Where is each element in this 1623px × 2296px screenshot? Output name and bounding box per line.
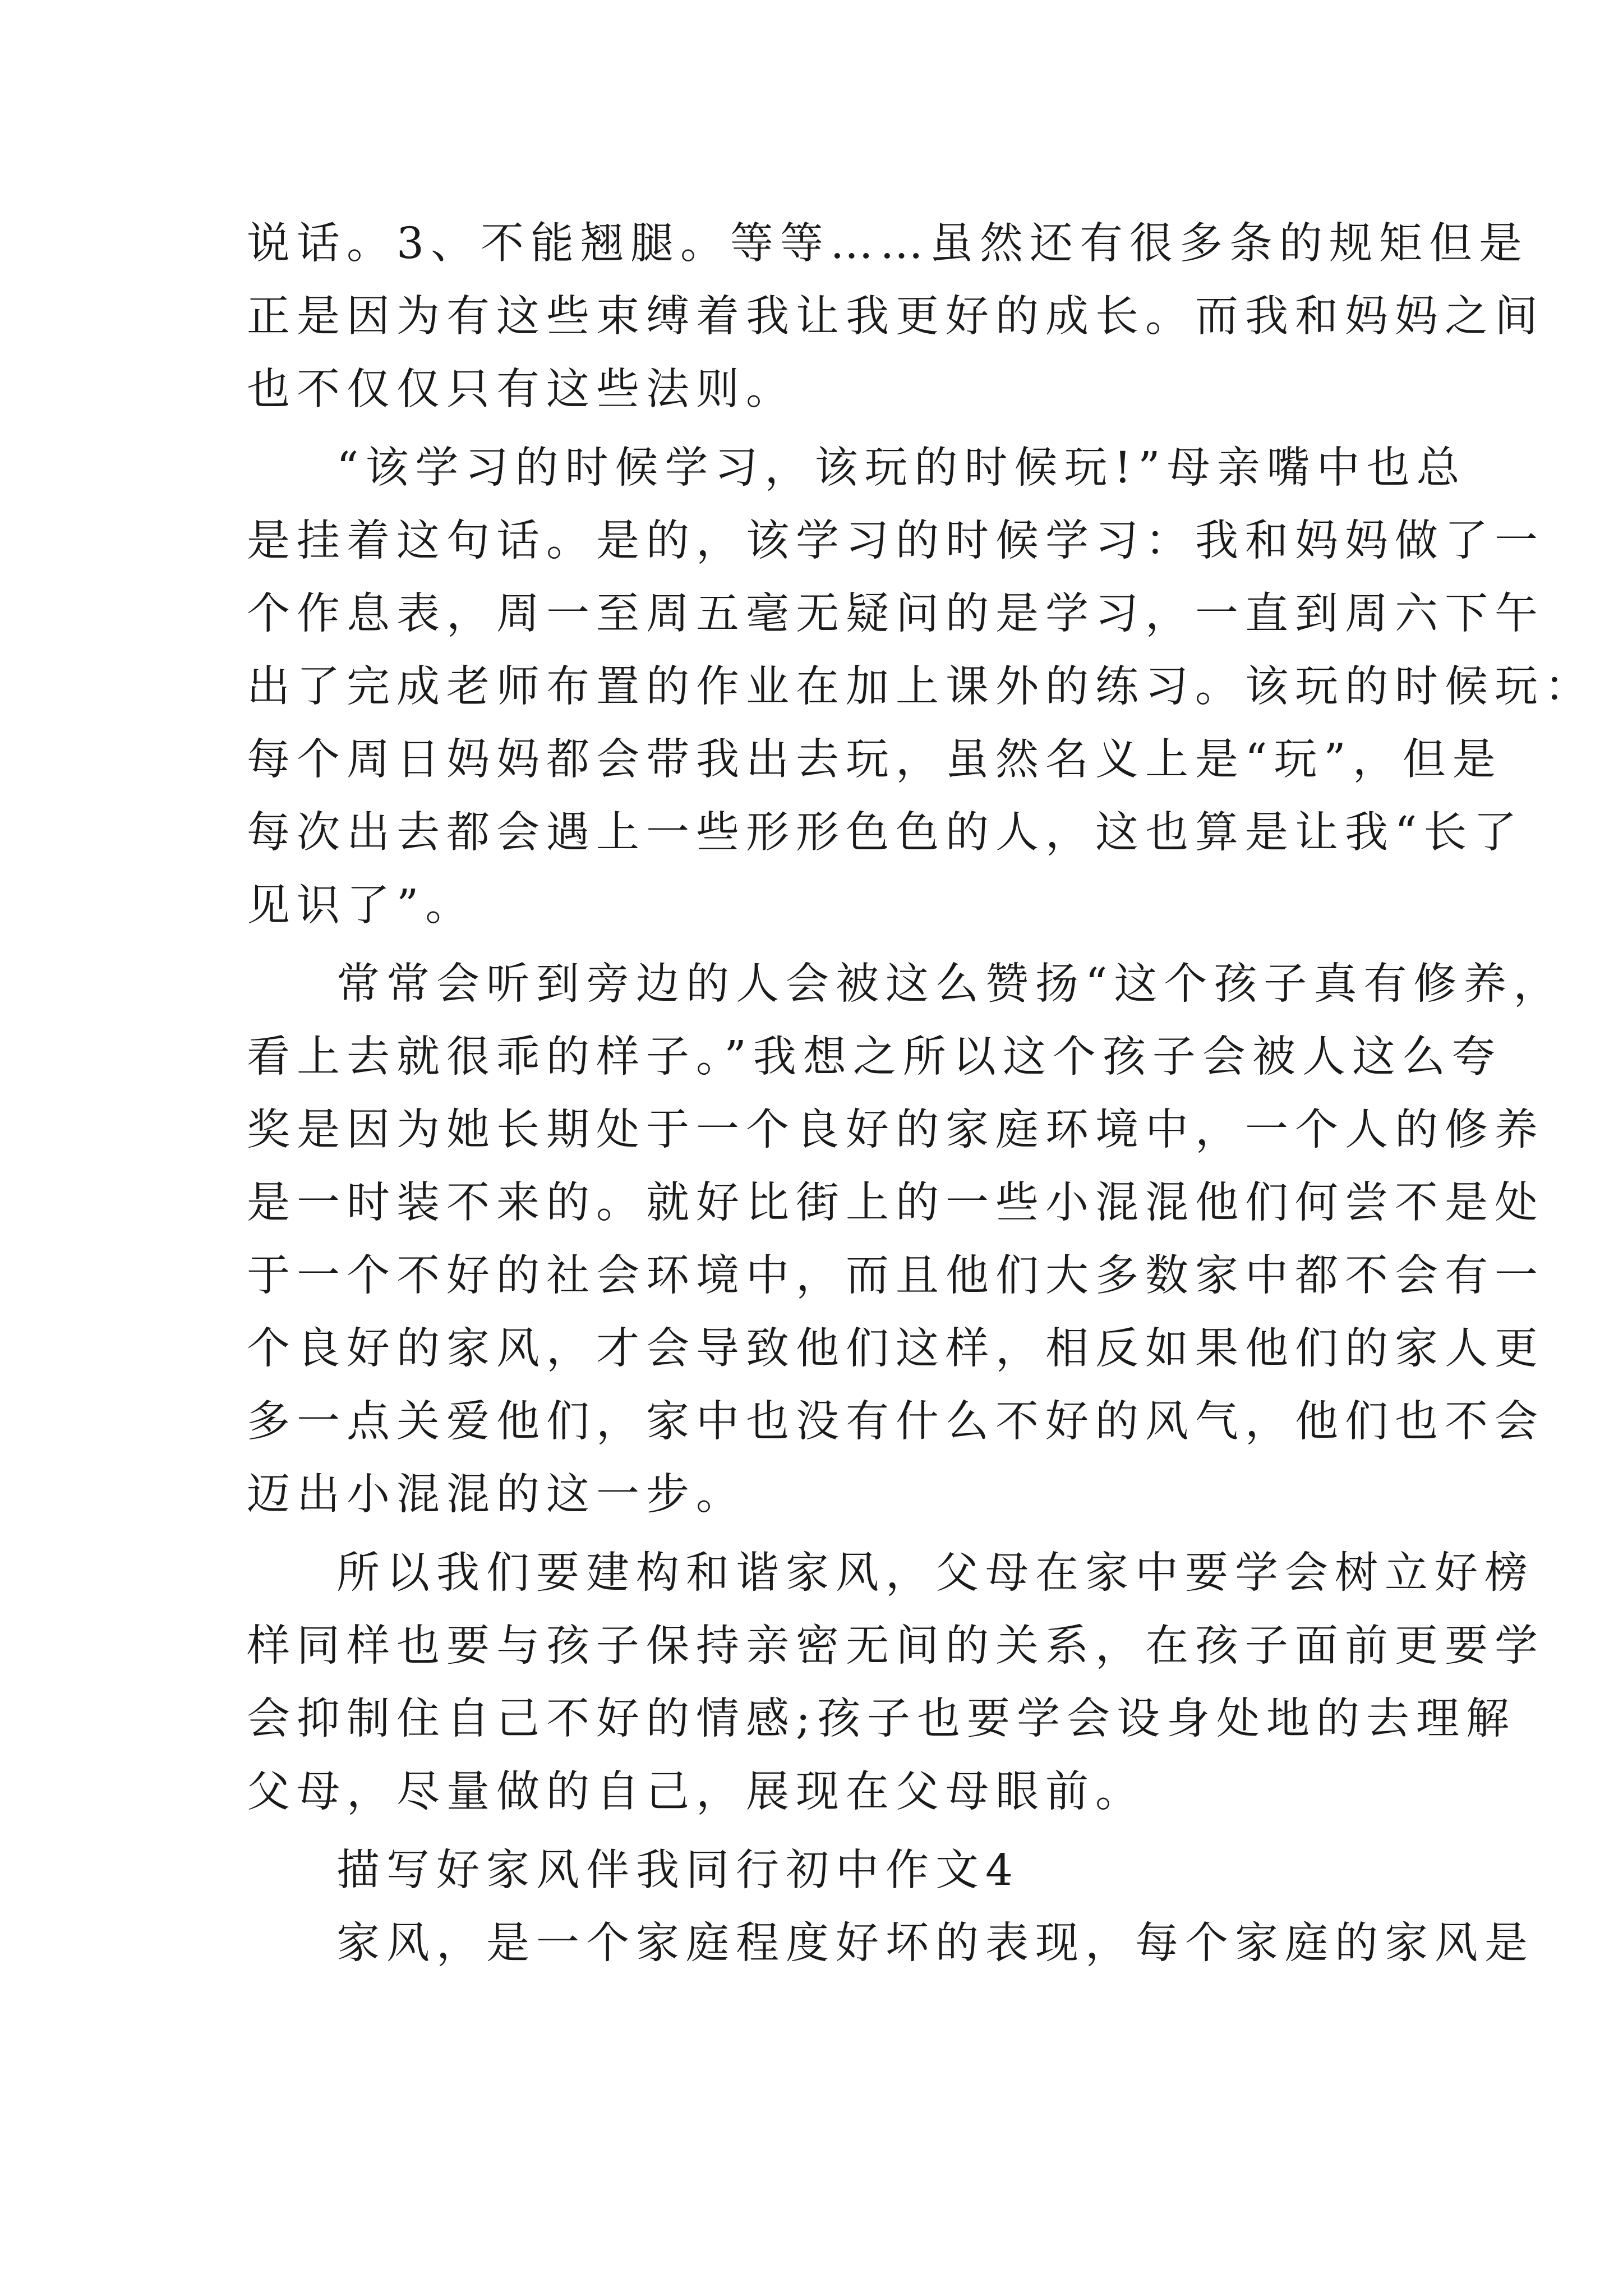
essay-heading: 描写好家风伴我同行初中作文4 [336, 1846, 1020, 1895]
text-line-22: 父母，尽量做的自己，展现在父母眼前。 [247, 1767, 1145, 1817]
text-line-8: 每个周日妈妈都会带我出去玩，虽然名义上是“玩”，但是 [247, 735, 1502, 785]
text-line-10: 见识了”。 [247, 881, 476, 931]
text-line-15: 于一个不好的社会环境中，而且他们大多数家中都不会有一 [247, 1251, 1544, 1301]
text-line-11: 常常会听到旁边的人会被这么赞扬“这个孩子真有修养， [336, 959, 1564, 1009]
text-line-7: 出了完成老师布置的作业在加上课外的练习。该玩的时候玩： [247, 662, 1594, 712]
text-line-13: 奖是因为她长期处于一个良好的家庭环境中，一个人的修养 [247, 1105, 1544, 1155]
text-line-9: 每次出去都会遇上一些形形色色的人，这也算是让我“长了 [247, 808, 1524, 858]
text-line-18: 迈出小混混的这一步。 [247, 1470, 746, 1520]
text-line-6: 个作息表，周一至周五毫无疑问的是学习，一直到周六下午 [247, 589, 1544, 639]
text-line-16: 个良好的家风，才会导致他们这样，相反如果他们的家人更 [247, 1324, 1544, 1374]
text-line-2: 正是因为有这些束缚着我让我更好的成长。而我和妈妈之间 [247, 292, 1544, 342]
text-line-4: “该学习的时候学习，该玩的时候玩!”母亲嘴中也总 [336, 443, 1467, 493]
text-line-5: 是挂着这句话。是的，该学习的时候学习：我和妈妈做了一 [247, 516, 1544, 566]
text-line-1: 说话。3、不能翘腿。等等……虽然还有很多条的规矩但是 [247, 219, 1529, 269]
text-line-14: 是一时装不来的。就好比街上的一些小混混他们何尝不是处 [247, 1178, 1544, 1228]
text-line-12: 看上去就很乖的样子。”我想之所以这个孩子会被人这么夸 [247, 1032, 1502, 1082]
text-line-17: 多一点关爱他们，家中也没有什么不好的风气，他们也不会 [247, 1397, 1544, 1447]
text-line-3: 也不仅仅只有这些法则。 [247, 365, 796, 415]
text-line-20: 样同样也要与孩子保持亲密无间的关系，在孩子面前更要学 [247, 1621, 1544, 1671]
text-line-19: 所以我们要建构和谐家风，父母在家中要学会树立好榜 [336, 1548, 1534, 1598]
text-line-24: 家风，是一个家庭程度好坏的表现，每个家庭的家风是 [336, 1918, 1534, 1968]
text-line-21: 会抑制住自己不好的情感;孩子也要学会设身处地的去理解 [247, 1694, 1516, 1744]
